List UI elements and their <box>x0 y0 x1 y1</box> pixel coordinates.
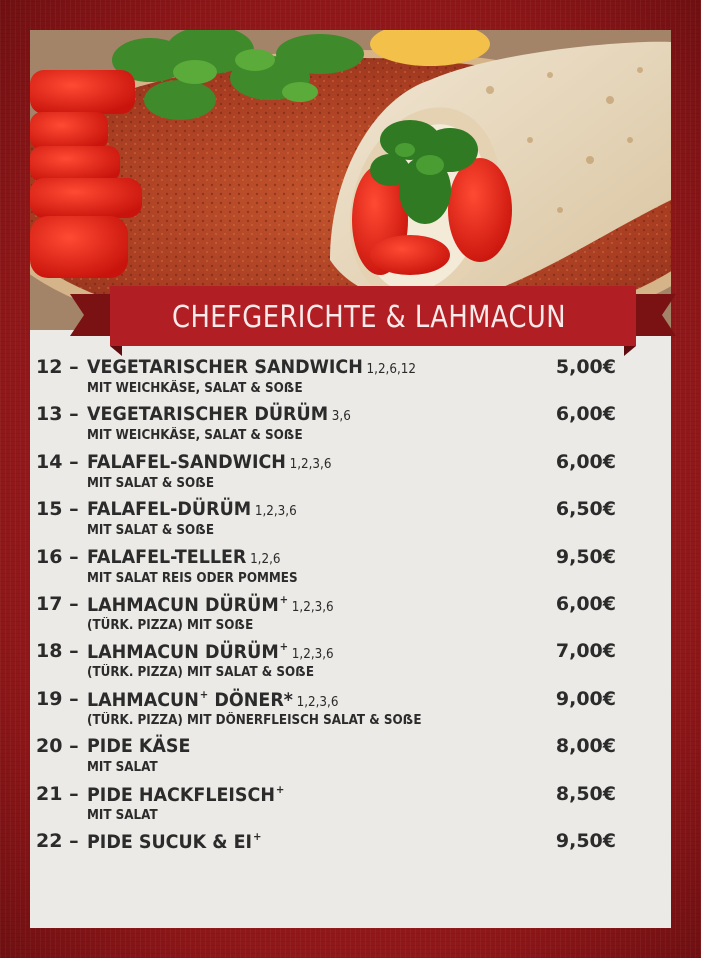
item-name: VEGETARISCHER DÜRÜM 3,6 <box>87 403 351 426</box>
item-number: 15 – <box>36 498 79 521</box>
item-number: 14 – <box>36 450 79 473</box>
item-description: MIT SALAT & SOẞE <box>87 475 215 491</box>
item-name: PIDE KÄSE <box>87 735 191 758</box>
allergen-codes: 1,2,3,6 <box>291 647 334 663</box>
item-description: (TÜRK. PIZZA) MIT SALAT & SOẞE <box>87 665 315 681</box>
page-title: CHEFGERICHTE & LAHMACUN <box>172 300 566 335</box>
item-name: VEGETARISCHER SANDWICH 1,2,6,12 <box>87 356 417 378</box>
menu-item <box>36 403 616 450</box>
item-name: FALAFEL-TELLER 1,2,6 <box>87 545 281 568</box>
item-description: (TÜRK. PIZZA) MIT SOẞE <box>87 617 254 633</box>
item-number: 20 – <box>36 735 79 758</box>
section-banner <box>70 278 676 362</box>
menu-item <box>36 640 616 687</box>
item-number: 21 – <box>36 782 79 805</box>
menu-item <box>36 735 616 782</box>
item-description: MIT WEICHKÄSE, SALAT & SOẞE <box>87 381 303 396</box>
item-name: FALAFEL-SANDWICH 1,2,3,6 <box>87 450 332 473</box>
item-price: 6,00€ <box>555 403 616 426</box>
allergen-codes: 1,2,6 <box>250 551 281 567</box>
item-description: MIT SALAT REIS ODER POMMES <box>87 570 298 586</box>
item-price: 6,00€ <box>555 592 616 615</box>
item-description: MIT SALAT <box>87 760 158 776</box>
item-description: MIT WEICHKÄSE, SALAT & SOẞE <box>87 428 303 444</box>
item-price: 7,00€ <box>555 640 616 663</box>
menu-item <box>36 783 616 830</box>
item-price: 6,50€ <box>555 498 616 521</box>
item-price: 8,50€ <box>555 782 616 805</box>
item-name: FALAFEL-DÜRÜM 1,2,3,6 <box>87 498 297 521</box>
item-name: LAHMACUN DÜRÜM+1,2,3,6 <box>87 640 334 664</box>
item-number: 12 – <box>36 356 79 378</box>
menu-item <box>36 498 616 545</box>
item-number: 19 – <box>36 687 79 710</box>
menu-item <box>36 546 616 593</box>
menu-item <box>36 688 616 735</box>
item-number: 16 – <box>36 545 79 568</box>
menu-item <box>36 356 616 403</box>
item-price: 5,00€ <box>555 356 616 378</box>
allergen-codes: 1,2,3,6 <box>254 504 297 520</box>
menu-item <box>36 830 616 877</box>
allergen-codes: 1,2,3,6 <box>289 456 332 472</box>
item-description: MIT SALAT & SOẞE <box>87 523 215 539</box>
allergen-codes: 3,6 <box>331 409 351 425</box>
item-number: 13 – <box>36 403 79 426</box>
menu-list <box>36 356 616 877</box>
item-price: 9,00€ <box>555 687 616 710</box>
item-price: 6,00€ <box>555 450 616 473</box>
item-description: MIT SALAT <box>87 807 158 823</box>
allergen-codes: 1,2,6,12 <box>366 362 417 377</box>
item-price: 9,50€ <box>555 829 616 852</box>
item-price: 9,50€ <box>555 545 616 568</box>
menu-item <box>36 593 616 640</box>
item-name: PIDE SUCUK & EI+ <box>87 829 262 853</box>
item-name: LAHMACUN DÜRÜM+1,2,3,6 <box>87 592 334 616</box>
item-description: (TÜRK. PIZZA) MIT DÖNERFLEISCH SALAT & SOẞE <box>87 712 422 728</box>
item-price: 8,00€ <box>555 735 616 758</box>
allergen-codes: 1,2,3,6 <box>296 694 339 710</box>
item-number: 22 – <box>36 829 79 852</box>
item-number: 17 – <box>36 592 79 615</box>
item-name: PIDE HACKFLEISCH+ <box>87 782 285 806</box>
item-name: LAHMACUN+ DÖNER* 1,2,3,6 <box>87 687 339 711</box>
menu-item <box>36 451 616 498</box>
item-number: 18 – <box>36 640 79 663</box>
allergen-codes: 1,2,3,6 <box>291 599 334 615</box>
